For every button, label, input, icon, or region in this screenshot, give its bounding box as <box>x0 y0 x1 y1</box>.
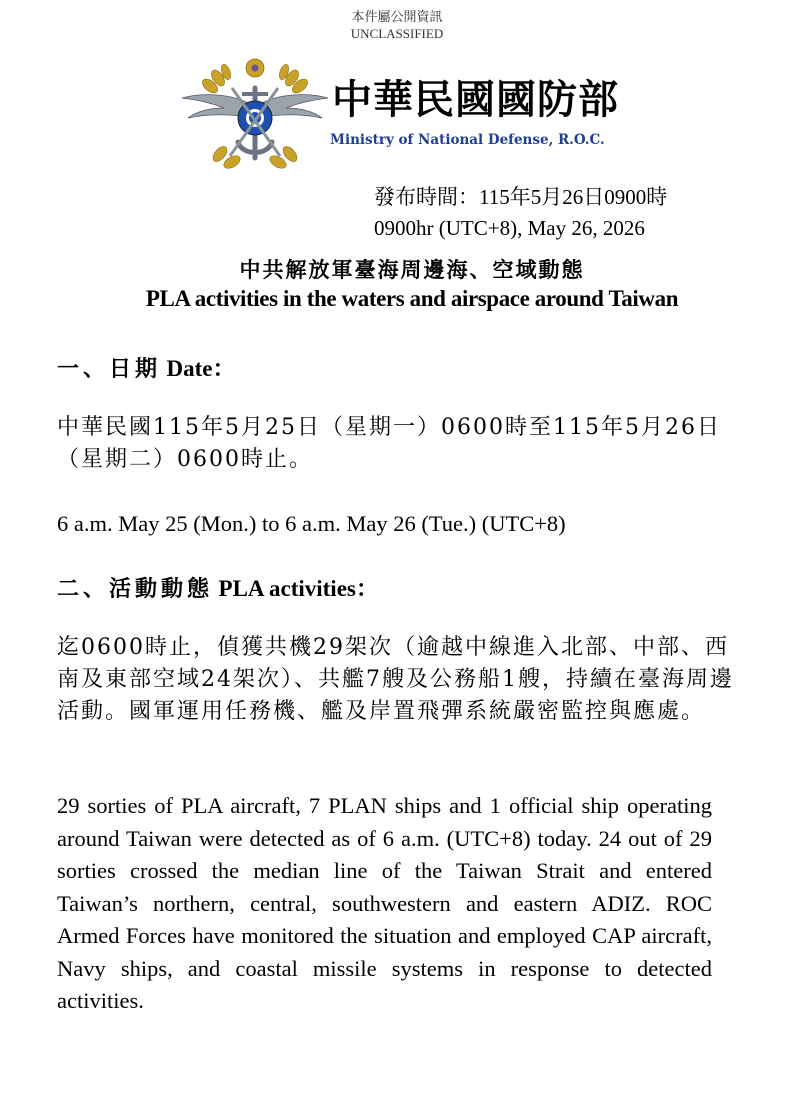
section-activities-heading-en: PLA activities： <box>218 576 379 601</box>
release-time <box>374 182 667 244</box>
section-activities-heading-zh: 二、活動動態 <box>57 576 214 602</box>
classification-marking <box>0 8 794 42</box>
section-date-body-zh: 中華民國115年5月25日（星期一）0600時至115年5月26日（星期二）0600時止。 <box>57 415 721 472</box>
release-time-en: 0900hr (UTC+8), May 26, 2026 <box>374 216 645 240</box>
ministry-logo <box>180 58 640 178</box>
section-date-heading-en: Date： <box>166 356 236 381</box>
classification-en: UNCLASSIFIED <box>350 26 444 41</box>
section-date-heading <box>57 350 236 383</box>
section-date-body-en: 6 a.m. May 25 (Mon.) to 6 a.m. May 26 (Tue.) (UTC+8) <box>57 511 566 536</box>
page-title-zh: 中共解放軍臺海周邊海、空域動態 <box>239 257 585 282</box>
classification-zh: 本件屬公開資訊 <box>351 9 443 24</box>
ministry-emblem-icon <box>180 58 330 176</box>
ministry-name-zh: 中華民國國防部 <box>332 77 619 123</box>
section-activities-heading <box>57 570 379 603</box>
section-date-heading-zh: 一、日期 <box>57 356 162 382</box>
release-time-zh: 發布時間：115年5月26日0900時 <box>374 185 668 209</box>
ministry-name-en: Ministry of National Defense, R.O.C. <box>330 132 605 148</box>
page-title-en: PLA activities in the waters and airspace around Taiwan <box>145 286 679 311</box>
section-activities-body-zh: 迄0600時止，偵獲共機29架次（逾越中線進入北部、中部、西南及東部空域24架次）、共艦7艘及公務船1艘，持續在臺海周邊活動。國軍運用任務機、艦及岸置飛彈系統嚴密監控與應處。 <box>57 635 734 724</box>
section-activities-body-en: 29 sorties of PLA aircraft, 7 PLAN ships and 1 official ship operating around Taiwan were detected as of 6 a.m. (UTC+8) today. 24 out of 29 sorties crossed the median line of the Taiwan Strait and entered Taiwan’s northern, central, southwestern and eastern ADIZ. ROC Armed Forces have monitored the situation and employed CAP aircraft, Navy ships, and coastal missile systems in response to detected activities. <box>57 793 712 1013</box>
